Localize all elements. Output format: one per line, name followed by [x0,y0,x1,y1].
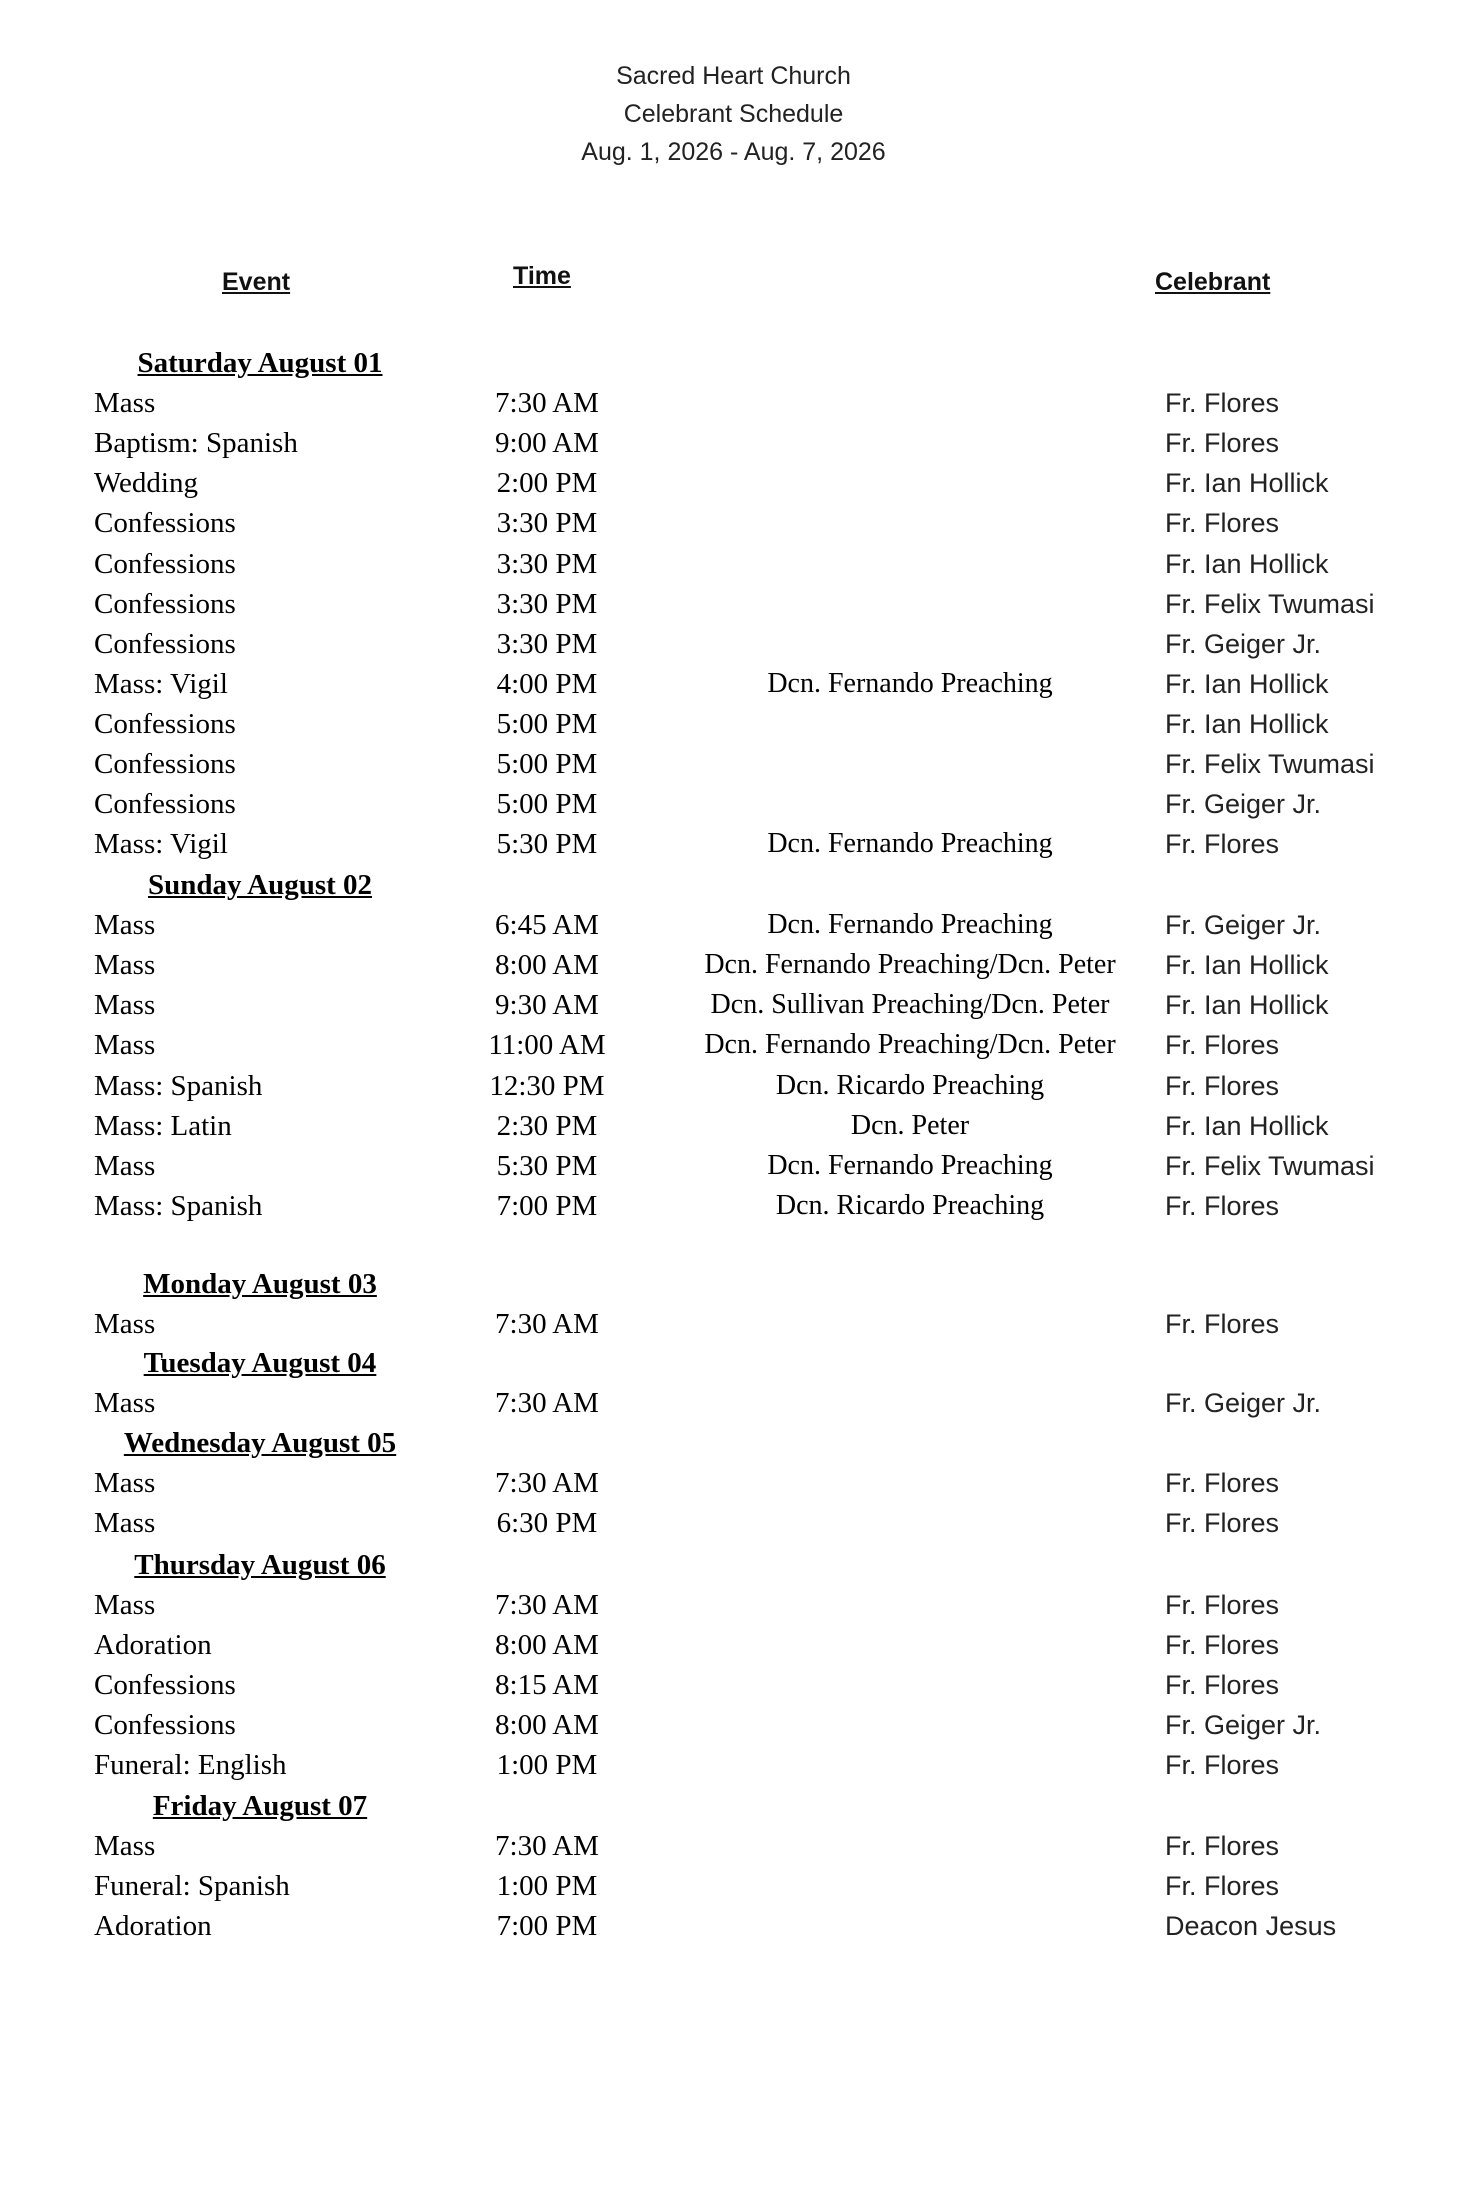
event-time: 7:30 AM [495,1467,599,1499]
event-celebrant: Fr. Flores [1165,1750,1280,1780]
event-celebrant: Fr. Geiger Jr. [1165,629,1322,659]
event-name: Confessions [94,548,236,580]
event-celebrant: Fr. Flores [1165,1468,1280,1498]
day-heading: Sunday August 02 [147,869,373,901]
event-time: 7:00 PM [496,1190,598,1222]
event-name: Mass [94,1150,156,1182]
schedule-row [0,704,1467,744]
event-time: 8:00 AM [495,1629,599,1661]
event-note: Dcn. Fernando Preaching/Dcn. Peter [704,949,1116,980]
event-time: 7:30 AM [495,1589,599,1621]
schedule-row [0,1826,1467,1866]
event-time: 3:30 PM [496,548,598,580]
event-name: Funeral: English [94,1749,287,1781]
event-celebrant: Fr. Felix Twumasi [1165,589,1375,619]
column-header-celebrant: Celebrant [1155,268,1271,296]
event-time: 12:30 PM [489,1070,605,1102]
event-name: Mass [94,989,156,1021]
schedule-row [0,463,1467,503]
event-celebrant: Deacon Jesus [1165,1911,1337,1941]
event-time: 5:00 PM [496,788,598,820]
event-time: 3:30 PM [496,628,598,660]
event-celebrant: Fr. Ian Hollick [1165,990,1329,1020]
event-time: 5:30 PM [496,828,598,860]
event-note: Dcn. Fernando Preaching [767,909,1053,940]
event-note: Dcn. Sullivan Preaching/Dcn. Peter [710,989,1110,1020]
event-note: Dcn. Ricardo Preaching [775,1070,1045,1101]
event-time: 6:30 PM [496,1507,598,1539]
event-time: 2:30 PM [496,1110,598,1142]
schedule-row [0,1705,1467,1745]
schedule-row [0,1106,1467,1146]
event-time: 8:00 AM [495,1709,599,1741]
event-name: Mass: Vigil [94,668,228,700]
schedule-row [0,664,1467,704]
event-name: Mass [94,1029,156,1061]
event-time: 5:30 PM [496,1150,598,1182]
schedule-row [0,503,1467,543]
schedule-row [0,1383,1467,1423]
event-celebrant: Fr. Flores [1165,388,1280,418]
event-celebrant: Fr. Ian Hollick [1165,549,1329,579]
event-time: 3:30 PM [496,507,598,539]
schedule-row [0,1906,1467,1946]
event-note: Dcn. Fernando Preaching [767,1150,1053,1181]
schedule-row [0,1186,1467,1226]
church-name: Sacred Heart Church [616,62,851,90]
event-celebrant: Fr. Ian Hollick [1165,468,1329,498]
event-note: Dcn. Ricardo Preaching [775,1190,1045,1221]
event-celebrant: Fr. Ian Hollick [1165,709,1329,739]
event-time: 11:00 AM [488,1029,606,1061]
event-time: 7:30 AM [495,387,599,419]
schedule-row [0,624,1467,664]
event-name: Mass [94,1830,156,1862]
event-celebrant: Fr. Ian Hollick [1165,950,1329,980]
event-time: 7:30 AM [495,1308,599,1340]
event-name: Confessions [94,1669,236,1701]
event-name: Confessions [94,1709,236,1741]
event-celebrant: Fr. Flores [1165,428,1280,458]
schedule-row [0,423,1467,463]
event-name: Confessions [94,628,236,660]
column-header-time: Time [513,262,571,290]
day-heading: Thursday August 06 [134,1549,386,1581]
event-celebrant: Fr. Geiger Jr. [1165,789,1322,819]
event-time: 5:00 PM [496,748,598,780]
schedule-row [0,1866,1467,1906]
event-celebrant: Fr. Flores [1165,829,1280,859]
event-name: Mass [94,1589,156,1621]
schedule-row [0,985,1467,1025]
schedule-row [0,1625,1467,1665]
event-name: Mass: Spanish [94,1190,263,1222]
event-time: 8:00 AM [495,949,599,981]
event-celebrant: Fr. Flores [1165,508,1280,538]
event-name: Mass: Vigil [94,828,228,860]
event-time: 9:00 AM [495,427,599,459]
day-heading: Tuesday August 04 [143,1347,377,1379]
event-name: Confessions [94,507,236,539]
event-time: 6:45 AM [495,909,599,941]
event-name: Mass: Latin [94,1110,232,1142]
schedule-row [0,1066,1467,1106]
schedule-row [0,905,1467,945]
event-celebrant: Fr. Geiger Jr. [1165,1388,1322,1418]
event-celebrant: Fr. Flores [1165,1871,1280,1901]
schedule-row [0,824,1467,864]
schedule-row [0,584,1467,624]
event-note: Dcn. Fernando Preaching/Dcn. Peter [704,1029,1116,1060]
event-celebrant: Fr. Flores [1165,1071,1280,1101]
event-time: 5:00 PM [496,708,598,740]
schedule-subtitle: Celebrant Schedule [623,100,844,128]
schedule-row [0,1585,1467,1625]
event-note: Dcn. Fernando Preaching [767,668,1053,699]
event-celebrant: Fr. Geiger Jr. [1165,910,1322,940]
schedule-row [0,1745,1467,1785]
event-time: 4:00 PM [496,668,598,700]
event-time: 7:30 AM [495,1830,599,1862]
event-celebrant: Fr. Geiger Jr. [1165,1710,1322,1740]
column-header-event: Event [222,268,291,296]
event-celebrant: Fr. Felix Twumasi [1165,749,1375,779]
schedule-row [0,1665,1467,1705]
event-name: Confessions [94,788,236,820]
schedule-row [0,1304,1467,1344]
event-name: Mass [94,1387,156,1419]
event-celebrant: Fr. Ian Hollick [1165,1111,1329,1141]
event-name: Mass [94,1507,156,1539]
event-name: Mass [94,1308,156,1340]
event-celebrant: Fr. Flores [1165,1831,1280,1861]
day-heading: Friday August 07 [152,1790,368,1822]
schedule-row [0,383,1467,423]
event-name: Mass [94,1467,156,1499]
schedule-row [0,784,1467,824]
event-name: Confessions [94,708,236,740]
event-time: 7:30 AM [495,1387,599,1419]
schedule-row [0,544,1467,584]
event-name: Adoration [94,1629,212,1661]
event-celebrant: Fr. Flores [1165,1191,1280,1221]
event-celebrant: Fr. Flores [1165,1309,1280,1339]
event-time: 9:30 AM [495,989,599,1021]
event-name: Mass [94,909,156,941]
event-time: 7:00 PM [496,1910,598,1942]
event-celebrant: Fr. Flores [1165,1030,1280,1060]
event-celebrant: Fr. Ian Hollick [1165,669,1329,699]
schedule-row [0,1503,1467,1543]
event-name: Mass: Spanish [94,1070,263,1102]
schedule-row [0,1025,1467,1065]
schedule-row [0,945,1467,985]
event-celebrant: Fr. Flores [1165,1630,1280,1660]
day-heading: Saturday August 01 [137,347,383,379]
event-time: 1:00 PM [496,1749,598,1781]
schedule-row [0,744,1467,784]
event-time: 2:00 PM [496,467,598,499]
event-celebrant: Fr. Flores [1165,1670,1280,1700]
schedule-row [0,1463,1467,1503]
event-celebrant: Fr. Felix Twumasi [1165,1151,1375,1181]
event-name: Wedding [94,467,198,499]
event-name: Funeral: Spanish [94,1870,290,1902]
event-celebrant: Fr. Flores [1165,1590,1280,1620]
event-time: 8:15 AM [495,1669,599,1701]
day-heading: Wednesday August 05 [123,1427,397,1459]
day-heading: Monday August 03 [143,1268,377,1300]
event-note: Dcn. Peter [850,1110,970,1141]
event-name: Mass [94,949,156,981]
event-time: 3:30 PM [496,588,598,620]
event-name: Baptism: Spanish [94,427,298,459]
event-name: Mass [94,387,156,419]
event-name: Confessions [94,588,236,620]
event-time: 1:00 PM [496,1870,598,1902]
event-name: Adoration [94,1910,212,1942]
event-note: Dcn. Fernando Preaching [767,828,1053,859]
schedule-row [0,1146,1467,1186]
date-range: Aug. 1, 2026 - Aug. 7, 2026 [581,138,886,166]
event-name: Confessions [94,748,236,780]
event-celebrant: Fr. Flores [1165,1508,1280,1538]
